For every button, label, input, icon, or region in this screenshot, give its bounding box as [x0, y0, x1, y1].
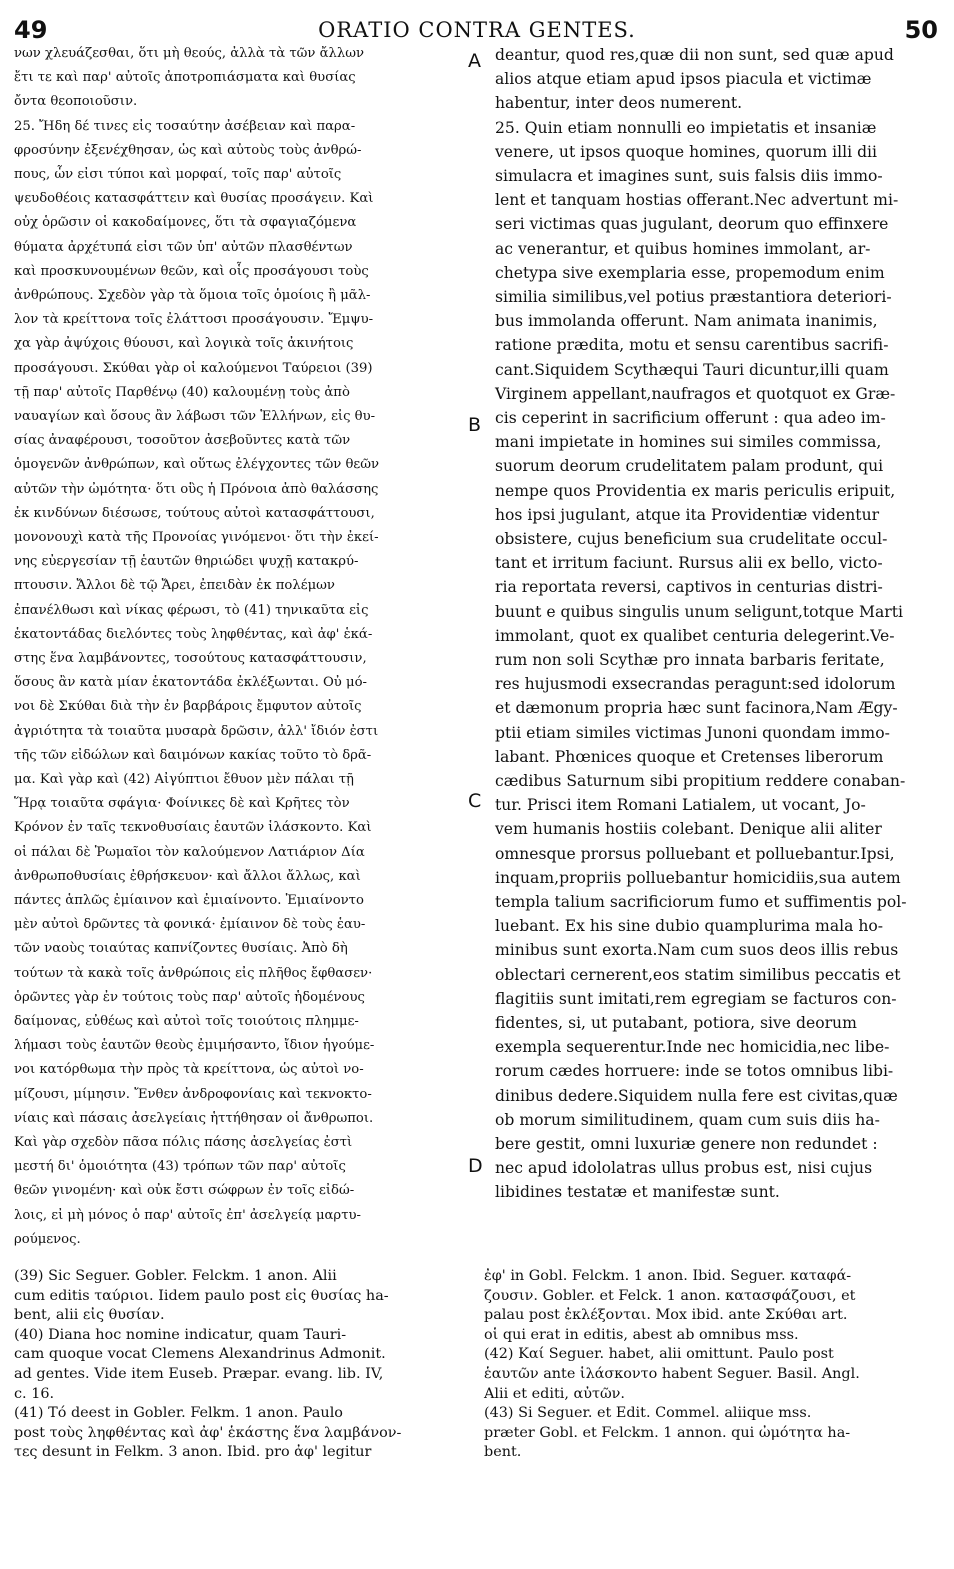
latin-text-line: exempla sequerentur.Inde nec homicidia,nec libe-: [495, 1038, 890, 1057]
latin-text-line: rum non soli Scythæ pro innata barbaris feritate,: [495, 651, 885, 669]
latin-text-line: venere, ut ipsos quoque homines, quorum illi dii: [495, 142, 878, 161]
footnote-line: οἱ qui erat in editis, abest ab omnibus mss.: [484, 1326, 799, 1343]
greek-text-line: ἀνθρωποθυσίαις ἐθρήσκευον· καὶ ἄλλοι ἄλλως, καὶ: [14, 868, 361, 884]
latin-text-line: nempe quos Providentia ex maris periculis eripuit,: [495, 481, 896, 500]
greek-text-line: ἐπανέλθωσι καὶ νίκας φέρωσι, τὸ (41) τηνικαῦτα εἰς: [14, 602, 369, 618]
latin-text-line: bus immolanda offerunt. Nam animata inanimis,: [495, 312, 878, 331]
latin-text-line: hos ipsi jugulant, atque ita Providentiæ videntur: [495, 505, 880, 524]
latin-text-line: lent et tanquam hostias offerant.Nec advertunt mi-: [495, 191, 899, 210]
footnote-line: ἐφ' in Gobl. Felckm. 1 anon. Ibid. Seguer. καταφά-: [484, 1268, 852, 1284]
latin-text-line: ac venerantur, et quibus homines immolant, ar-: [495, 239, 871, 258]
latin-text-line: chetypa sive exemplaria esse, propemodum enim: [495, 263, 885, 282]
greek-text-line: νης εὐεργεσίαν τῇ ἑαυτῶν θηριώδει ψυχῇ κατακρύ-: [14, 554, 359, 570]
greek-text-line: ἀνθρώπους. Σχεδὸν γὰρ τὰ ὅμοια τοῖς ὁμοίοις ἢ μᾶλ-: [14, 288, 371, 303]
greek-text-line: νοι κατόρθωμα τὴν πρὸς τὰ κρείττονα, ὡς αὐτοὶ νο-: [14, 1062, 364, 1078]
footnote-line: cam quoque vocat Clemens Alexandrinus Admonit.: [14, 1346, 386, 1363]
latin-text-line: ob morum similitudinem, quam cum suis diis ha-: [495, 1110, 880, 1129]
latin-text-line: luebant. Ex his sine dubio quamplurima mala ho-: [495, 917, 884, 936]
latin-text-line: flagitiis sunt imitati,rem egregiam se facturos con-: [495, 989, 897, 1008]
latin-text-line: res hujusmodi exsecrandas peragunt:sed idolorum: [495, 675, 896, 694]
latin-text-line: Virginem appellant,naufragos et quotquot ex Græ-: [495, 384, 896, 403]
latin-text-line: libidines testatæ et manifestæ sunt.: [495, 1183, 780, 1202]
latin-text-line: cædibus Saturnum sibi propitium reddere conaban-: [495, 772, 906, 790]
page-title: ORATIO CONTRA GENTES.: [318, 18, 636, 42]
greek-text-line: νων χλευάζεσθαι, ὅτι μὴ θεούς, ἀλλὰ τὰ τῶν ἄλλων: [14, 46, 364, 61]
greek-text-line: τῇ παρ' αὐτοῖς Παρθένῳ (40) καλουμένῃ τοὺς ἀπὸ: [14, 384, 350, 400]
greek-text-line: ἔτι τε καὶ παρ' αὐτοῖς ἀποτροπιάσματα καὶ θυσίας: [14, 70, 356, 86]
greek-text-line: νίαις καὶ πάσαις ἀσελγείαις ἡττήθησαν οἱ ἄνθρωποι.: [14, 1110, 374, 1126]
latin-text-line: obsistere, cujus beneficium sua crudelitate occul-: [495, 530, 888, 548]
latin-text-line: dinibus dedere.Siquidem nulla fere est civitas,quæ: [495, 1086, 898, 1105]
greek-text-line: μίζουσι, μίμησιν. Ἔνθεν ἀνδροφονίαις καὶ τεκνοκτο-: [14, 1086, 372, 1102]
greek-text-line: ὁρῶντες γὰρ ἐν τούτοις τοὺς παρ' αὐτοῖς ἡδομένους: [14, 989, 365, 1005]
greek-text-line: λήμασι τοὺς ἑαυτῶν θεοὺς ἐμιμήσαντο, ἴδιον ἡγούμε-: [14, 1038, 375, 1054]
greek-text-line: θεῶν γινομένη· καὶ οὐκ ἔστι σώφρων ἐν τοῖς εἰδώ-: [14, 1183, 355, 1199]
latin-text-line: simulacra et imagines sunt, suis falsis diis immo-: [495, 167, 883, 185]
greek-text-line: μὲν αὐτοὶ δρῶντες τὰ φονικά· ἐμίαινον δὲ τοὺς ἑαυ-: [14, 917, 366, 933]
greek-text-line: στης ἕνα λαμβάνοντες, τοσούτους κατασφάττουσιν,: [14, 651, 367, 666]
greek-text-line: πους, ὧν εἰσι τύποι καὶ μορφαί, τοῖς παρ' αὐτοῖς: [14, 167, 342, 182]
footnote-line: (42) Καί Seguer. habet, alii omittunt. Paulo post: [484, 1346, 834, 1363]
greek-text-line: λον τὰ κρείττονα τοῖς ἐλάττοσι προσάγουσιν. Ἔμψυ-: [14, 312, 374, 328]
greek-text-line: ἑκατοντάδας διελόντες τοὺς ληφθέντας, καὶ ἀφ' ἑκά-: [14, 626, 373, 642]
section-marker-d: D: [468, 1155, 483, 1177]
latin-text-line: immolant, quot ex qualibet centuria delegerint.Ve-: [495, 626, 895, 645]
latin-text-line: cis ceperint in sacrificium offerunt : qua adeo im-: [495, 409, 886, 427]
greek-text-line: λοις, εἰ μὴ μόνος ὁ παρ' αὐτοῖς ἐπ' ἀσελγείᾳ μαρτυ-: [14, 1207, 361, 1223]
latin-text-line: alios atque etiam apud ipsos piacula et victimæ: [495, 70, 872, 89]
latin-text-line: vem humanis hostiis colebant. Denique alii aliter: [495, 820, 882, 839]
footnote-line: τες desunt in Felkm. 3 anon. Ibid. pro ἀφ' legitur: [14, 1444, 372, 1461]
latin-text-line: cant.Siquidem Scythæqui Tauri dicuntur,illi quam: [495, 360, 889, 379]
latin-text-line: nec apud idololatras ullus probus est, nisi cujus: [495, 1159, 873, 1178]
greek-text-line: τῶν ναοὺς τοιαύτας καπνίζοντες θυσίαις. Ἀπὸ δὴ: [14, 941, 348, 957]
latin-text-line: tant et irritum faciunt. Rursus alii ex bello, victo-: [495, 554, 883, 573]
footnote-line: ad gentes. Vide item Euseb. Præpar. evang. lib. IV,: [14, 1366, 384, 1382]
latin-text-line: habentur, inter deos numerent.: [495, 94, 743, 113]
greek-text-line: Καὶ γὰρ σχεδὸν πᾶσα πόλις πάσης ἀσελγείας ἐστὶ: [14, 1135, 353, 1150]
latin-text-line: buunt e quibus singulis unum seligunt,totque Marti: [495, 602, 903, 621]
greek-text-line: τούτων τὰ κακὰ τοῖς ἀνθρώποις εἰς πλῆθος ἔφθασεν·: [14, 965, 373, 981]
footnote-line: post τοὺς ληφθέντας καὶ ἀφ' ἑκάστης ἕνα λαμβάνον-: [14, 1424, 402, 1441]
latin-text-line: ptii etiam similes victimas Junoni quondam immo-: [495, 723, 890, 742]
section-marker-b: B: [468, 414, 482, 436]
section-marker-a: A: [468, 50, 481, 72]
latin-text-line: oblectari cernerent,eos statim similibus peccatis et: [495, 965, 901, 984]
greek-text-line: ὄντα θεοποιοῦσιν.: [14, 94, 138, 110]
latin-text-line: suorum deorum crudelitatem palam produnt, qui: [495, 457, 884, 476]
latin-text-line: ratione prædita, motu et sensu carentibus sacrifi-: [495, 336, 889, 355]
greek-text-line: Κρόνον ἐν ταῖς τεκνοθυσίαις ἑαυτῶν ἱλάσκοντο. Καὶ: [14, 820, 372, 836]
footnote-line: palau post ἐκλέξονται. Mox ibid. ante Σκύθαι art.: [484, 1307, 848, 1324]
latin-text-line: bere gestit, omni luxuriæ genere non redundet :: [495, 1135, 878, 1153]
footnote-line: bent, alii εἰς θυσίαν.: [14, 1307, 165, 1324]
greek-text-line: τῆς τῶν εἰδώλων καὶ δαιμόνων κακίας τοῦτο τὸ δρᾶ-: [14, 747, 372, 763]
footnote-line: c. 16.: [14, 1385, 55, 1402]
footnote-line: cum editis ταύριοι. Iidem paulo post εἰς θυσίας ha-: [14, 1287, 389, 1304]
latin-text-line: labant. Phœnices quoque et Cretenses liberorum: [495, 747, 884, 766]
greek-text-line: νοι δὲ Σκύθαι διὰ τὴν ἐν βαρβάροις ἔμφυτον αὐτοῖς: [14, 699, 362, 715]
greek-text-line: ἐκ κινδύνων διέσωσε, τούτους αὐτοὶ κατασφάττουσι,: [14, 505, 375, 521]
latin-text-line: rorum cædes horruere: inde se totos omnibus libi-: [495, 1062, 894, 1081]
greek-text-line: σίας ἀναφέρουσι, τοσοῦτον ἀσεβοῦντες κατὰ τῶν: [14, 433, 351, 449]
footnote-line: (41) Τό deest in Gobler. Felkm. 1 anon. Paulo: [14, 1405, 343, 1422]
latin-text-line: 25. Quin etiam nonnulli eo impietatis et insaniæ: [495, 118, 877, 137]
greek-text-line: προσάγουσι. Σκύθαι γὰρ οἱ καλούμενοι Ταύρειοι (39): [14, 360, 373, 376]
latin-text-line: omnesque prorsus polluebant et polluebantur.Ipsi,: [495, 844, 895, 863]
latin-text-line: inquam,propriis polluebantur homicidiis,sua autem: [495, 868, 901, 887]
latin-text-line: et dæmonum propria hæc sunt facinora,Nam Ægy-: [495, 699, 898, 718]
greek-text-line: ὁμογενῶν ἀνθρώπων, καὶ οὕτως ἐλέγχοντες τῶν θεῶν: [14, 457, 380, 473]
greek-text-line: 25. Ἤδη δέ τινες εἰς τοσαύτην ἀσέβειαν καὶ παρα-: [14, 118, 356, 134]
footnote-line: (39) Sic Seguer. Gobler. Felckm. 1 anon. Alii: [14, 1268, 337, 1284]
footnote-line: ἑαυτῶν ante ἱλάσκοντο habent Seguer. Basil. Angl.: [484, 1366, 860, 1382]
footnote-line: præter Gobl. et Felckm. 1 annon. qui ὠμότητα ha-: [484, 1424, 851, 1441]
greek-text-line: ναυαγίων καὶ ὅσους ἂν λάβωσι τῶν Ἑλλήνων, εἰς θυ-: [14, 409, 376, 424]
greek-text-line: ἀγριότητα τὰ τοιαῦτα μυσαρὰ δρῶσιν, ἀλλ' ἴδιόν ἐστι: [14, 723, 379, 739]
footnote-line: (43) Si Seguer. et Edit. Commel. aliique mss.: [484, 1405, 812, 1422]
greek-text-line: πάντες ἁπλῶς ἐμίαινον καὶ ἐμιαίνοντο. Ἐμιαίνοντο: [14, 893, 364, 908]
greek-text-line: μεστή δι' ὁμοιότητα (43) τρόπων τῶν παρ' αὐτοῖς: [14, 1159, 346, 1175]
greek-text-line: οὐχ ὁρῶσιν οἱ κακοδαίμονες, ὅτι τὰ σφαγιαζόμενα: [14, 215, 357, 231]
latin-text-line: fidentes, si, ut putabant, potiora, sive deorum: [495, 1014, 857, 1032]
greek-text-line: πτουσιν. Ἄλλοι δὲ τῷ Ἄρει, ἐπειδὰν ἐκ πολέμων: [14, 578, 335, 594]
greek-text-line: δαίμονας, εὐθέως καὶ αὐτοὶ τοῖς τοιούτοις πλημμε-: [14, 1014, 359, 1029]
latin-text-line: tur. Prisci item Romani Latialem, ut vocant, Jo-: [495, 796, 866, 815]
greek-text-line: ὅσους ἂν κατὰ μίαν ἑκατοντάδα ἐκλέξωνται. Οὐ μό-: [14, 675, 367, 691]
running-header: [0, 16, 954, 46]
latin-text-line: seri victimas quas jugulant, deorum quo effinxere: [495, 215, 889, 234]
greek-text-line: Ἥρᾳ τοιαῦτα σφάγια· Φοίνικες δὲ καὶ Κρῆτες τὸν: [14, 796, 350, 812]
greek-text-line: μονονουχὶ κατὰ τῆς Προνοίας γινόμενοι· ὅτι τὴν ἐκεί-: [14, 530, 379, 545]
latin-text-line: mani impietate in homines sui similes commissa,: [495, 433, 882, 452]
footnote-line: bent.: [484, 1444, 522, 1461]
section-marker-c: C: [468, 790, 482, 812]
footnote-line: (40) Diana hoc nomine indicatur, quam Tauri-: [14, 1326, 347, 1343]
greek-text-line: αὐτῶν τὴν ὠμότητα· ὅτι οὓς ἡ Πρόνοια ἀπὸ θαλάσσης: [14, 481, 379, 497]
latin-text-line: minibus sunt exorta.Nam cum suos deos illis rebus: [495, 941, 899, 960]
latin-text-line: ria reportata reversi, captivos in centurias distri-: [495, 578, 883, 597]
greek-text-line: ρούμενος.: [14, 1231, 81, 1247]
footnote-line: ζουσιν. Gobler. et Felck. 1 anon. κατασφάζουσι, et: [484, 1287, 856, 1304]
latin-text-line: deantur, quod res,quæ dii non sunt, sed quæ apud: [495, 46, 894, 64]
greek-text-line: μα. Καὶ γὰρ καὶ (42) Αἰγύπτιοι ἔθυον μὲν πάλαι τῇ: [14, 772, 354, 787]
page-number-left: 49: [14, 16, 48, 44]
greek-text-line: οἱ πάλαι δὲ Ῥωμαῖοι τὸν καλούμενον Λατιάριον Δία: [14, 844, 365, 860]
greek-text-line: θύματα ἀρχέτυπά εἰσι τῶν ὑπ' αὐτῶν πλασθέντων: [14, 239, 353, 255]
page-number-right: 50: [904, 16, 938, 44]
greek-text-line: φροσύνην ἐξενέχθησαν, ὡς καὶ αὐτοὺς τοὺς ἀνθρώ-: [14, 142, 362, 158]
footnote-line: Alii et editi, αὐτῶν.: [484, 1385, 625, 1402]
greek-text-line: καὶ προσκυνουμένων θεῶν, καὶ οἷς προσάγουσι τοὺς: [14, 263, 369, 279]
greek-text-line: χα γὰρ ἀψύχοις θύουσι, καὶ λογικὰ τοῖς ἀκινήτοις: [14, 336, 354, 352]
greek-text-line: ψευδοθέοις κατασφάττειν καὶ θυσίας προσάγειν. Καὶ: [14, 191, 374, 207]
latin-text-line: templa talium sacrificiorum fumo et suffimentis pol-: [495, 893, 907, 911]
latin-text-line: similia similibus,vel potius præstantiora deteriori-: [495, 288, 892, 306]
